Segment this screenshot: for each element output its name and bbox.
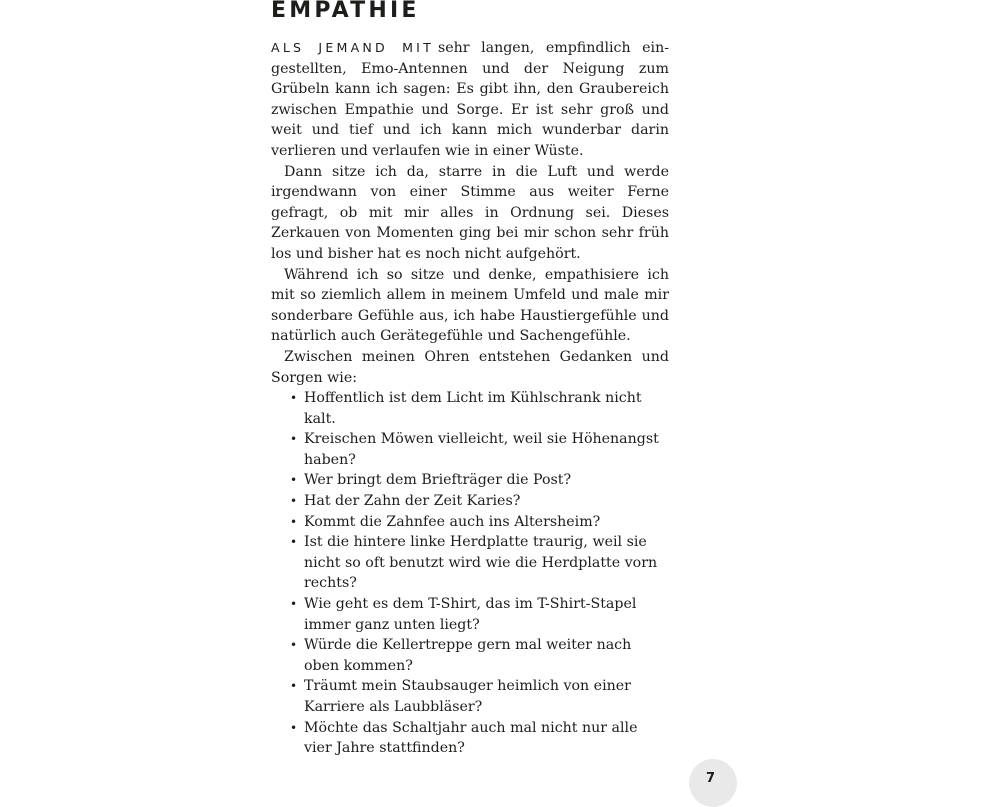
list-item-text: Wer bringt dem Briefträger die Post? [304,472,572,489]
bullet-icon: • [290,638,298,653]
list-item [290,470,669,491]
bullet-icon: • [290,473,298,488]
bullet-icon: • [290,432,298,447]
bullet-icon: • [290,535,298,550]
paragraph-4: Zwischen meinen Ohren entstehen Gedanken und Sorgen wie: [271,348,669,386]
list-item [290,718,669,759]
bullet-icon: • [290,679,298,694]
list-item-text: Kommt die Zahnfee auch ins Altersheim? [304,513,601,530]
list-item [290,532,669,594]
list-item-text: Möchte das Schaltjahr auch mal nicht nur alle vier Jahre stattfinden? [304,719,638,757]
bullet-icon: • [290,514,298,529]
list-item-text: Hat der Zahn der Zeit Karies? [304,493,521,510]
list-item-text: Ist die hintere linke Herdplatte traurig, weil sie nicht so oft benutzt wird wie die Herdplatte vorn rechts? [304,534,658,592]
paragraph-3: Während ich so sitze und denke, empathisiere ich mit so ziemlich allem in meinem Umfeld und male mir sonderbare Gefühle aus, ich habe Haustiergefühle und natürlich auch Gerätegefühle und Sachengefühle. [271,266,669,345]
list-item-text: Wie geht es dem T-Shirt, das im T-Shirt-Stapel immer ganz unten liegt? [304,596,637,633]
intro-text: sehr langen, empfindlich eingestellten, Emo-Antennen und der Neigung zum Grübeln kann ich sagen: Es gibt ihn, den Graubereich zwischen Empathie und Sorge. Er ist sehr groß und weit und tief und ich kann mich wunderbar darin verlieren und verlaufen wie in einer Wüste. [271,40,669,159]
worry-list [271,388,669,759]
list-item-text: Kreischen Möwen vielleicht, weil sie Höhenangst haben? [304,431,659,468]
list-item [290,388,669,429]
list-item [290,512,669,533]
list-item-text: Träumt mein Staubsauger heimlich von einer Karriere als Laubbläser? [304,678,631,715]
list-item [290,594,669,635]
chapter-heading: EMPATHIE [271,0,420,23]
body-text [271,38,669,759]
list-item [290,491,669,512]
page-number: 7 [706,771,716,786]
bullet-icon: • [290,391,298,406]
bullet-icon: • [290,494,298,509]
intro-paragraph [271,38,669,162]
bullet-icon: • [290,720,298,735]
list-item [290,676,669,717]
list-item [290,635,669,676]
list-item-text: Hoffentlich ist dem Licht im Kühlschrank nicht kalt. [304,390,642,427]
bullet-icon: • [290,597,298,612]
paragraph-2: Dann sitze ich da, starre in die Luft und werde irgendwann von einer Stimme aus weiter Ferne gefragt, ob mit mir alles in Ordnung sei. Dieses Zerkauen von Momenten ging bei mir schon sehr früh los und bisher hat es noch nicht aufgehört. [271,163,669,262]
intro-lead-caps: ALS JEMAND MIT [271,40,434,55]
list-item [290,429,669,470]
list-item-text: Würde die Kellertreppe gern mal weiter nach oben kommen? [304,637,632,674]
